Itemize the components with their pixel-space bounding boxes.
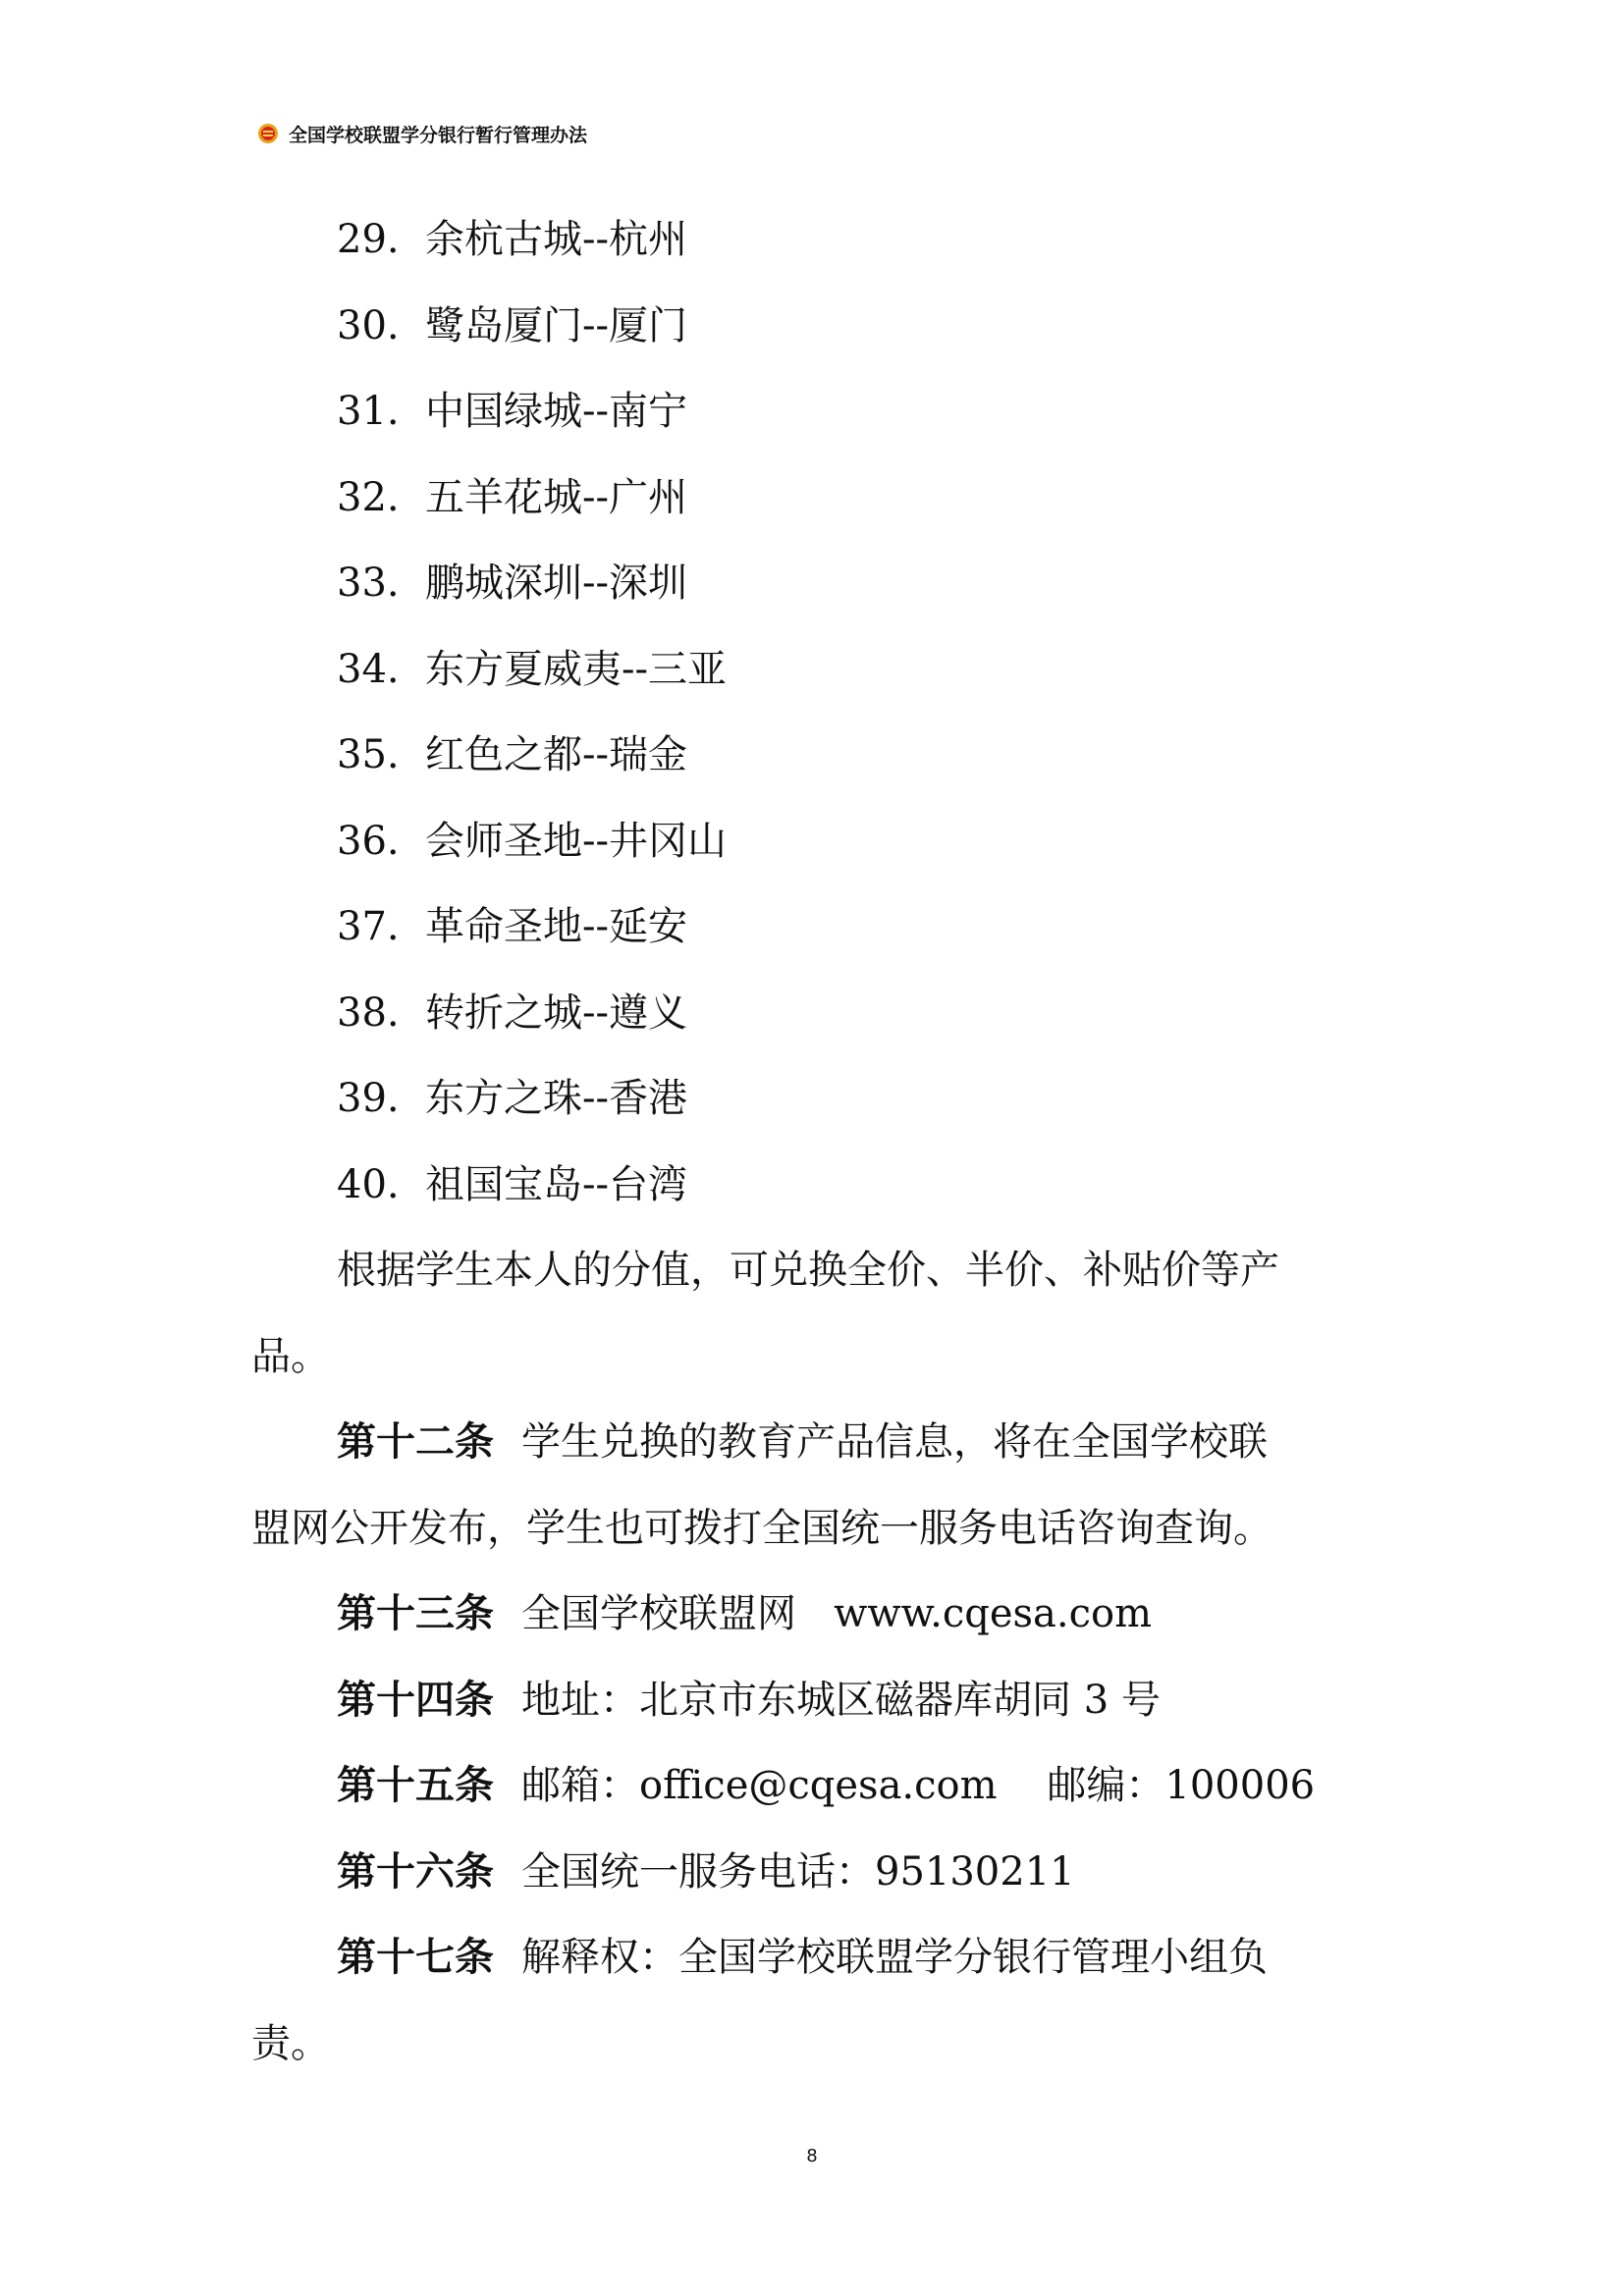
article-14: 第十四条 地址：北京市东城区磁器库胡同 3 号 — [337, 1677, 1161, 1723]
list-item: 39. 东方之珠--香港 — [337, 1076, 688, 1121]
article-label: 第十四条 — [337, 1677, 494, 1723]
article-12: 第十二条 学生兑换的教育产品信息，将在全国学校联 — [337, 1418, 1268, 1465]
header-title: 全国学校联盟学分银行暂行管理办法 — [289, 124, 588, 146]
list-item: 40. 祖国宝岛--台湾 — [337, 1162, 688, 1207]
article-16: 第十六条 全国统一服务电话：95130211 — [337, 1848, 1075, 1895]
logo-icon — [257, 123, 279, 144]
article-label: 第十七条 — [337, 1934, 494, 1980]
list-item: 36. 会师圣地--井冈山 — [337, 819, 728, 864]
list-item: 33. 鹏城深圳--深圳 — [337, 561, 688, 606]
list-item: 31. 中国绿城--南宁 — [337, 389, 688, 434]
list-item: 29. 余杭古城--杭州 — [337, 217, 688, 262]
page-header — [257, 118, 587, 149]
list-item: 32. 五羊花城--广州 — [337, 475, 688, 520]
list-item: 37. 革命圣地--延安 — [337, 904, 688, 949]
page-number: 8 — [806, 2146, 818, 2166]
article-label: 第十五条 — [337, 1762, 494, 1808]
article-label: 第十二条 — [337, 1418, 494, 1465]
list-item: 34. 东方夏威夷--三亚 — [337, 647, 728, 692]
article-label: 第十六条 — [337, 1848, 494, 1895]
article-12-cont: 盟网公开发布，学生也可拨打全国统一服务电话咨询查询。 — [251, 1506, 1272, 1551]
paragraph-line: 品。 — [251, 1334, 330, 1379]
list-item: 30. 鹭岛厦门--厦门 — [337, 303, 688, 348]
article-13: 第十三条 全国学校联盟网 www.cqesa.com — [337, 1590, 1153, 1636]
list-item: 38. 转折之城--遵义 — [337, 990, 688, 1036]
paragraph-line: 根据学生本人的分值，可兑换全价、半价、补贴价等产 — [337, 1248, 1279, 1293]
list-item: 35. 红色之都--瑞金 — [337, 732, 688, 777]
article-17: 第十七条 解释权：全国学校联盟学分银行管理小组负 — [337, 1934, 1268, 1980]
article-label: 第十三条 — [337, 1590, 494, 1636]
article-15: 第十五条 邮箱：office@cqesa.com 邮编：100006 — [337, 1762, 1316, 1808]
article-17-cont: 责。 — [251, 2021, 330, 2066]
